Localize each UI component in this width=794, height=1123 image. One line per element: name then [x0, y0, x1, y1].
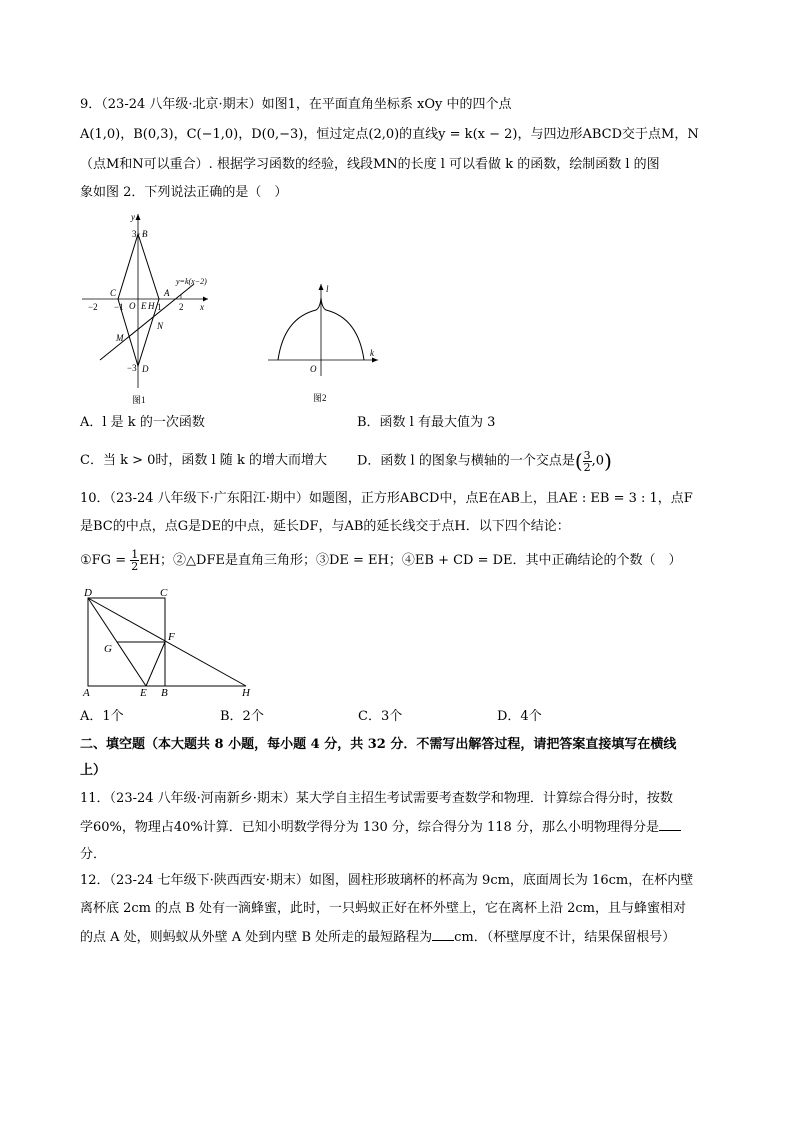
q10-s1-post: EH；②△DFE是直角三角形；③DE = EH；④EB + CD = DE．其中正确结论的个数（ ）	[139, 553, 682, 568]
fig1-label-E: E	[141, 301, 147, 311]
q10-option-d: D．4个	[497, 709, 542, 724]
q9-option-c: C．当 k > 0时，函数 l 随 k 的增大而增大	[80, 453, 327, 468]
fig1-line-label: y=k(x−2)	[176, 277, 207, 286]
fig1-tick-m2: −2	[88, 302, 98, 312]
fig2-origin-label: O	[310, 364, 317, 374]
q9-option-a: A．l 是 k 的一次函数	[80, 415, 205, 430]
q11-line2-wrap	[80, 818, 681, 837]
q10-fig-label-A: A	[83, 687, 90, 698]
section2-heading-line1: 二、填空题（本大题共 8 小题，每小题 4 分，共 32 分．不需写出解答过程，请把答案直接填写在横线	[80, 737, 677, 752]
q10-s1-fraction	[130, 549, 139, 572]
q11-line2: 学60%，物理占40%计算．已知小明数学得分为 130 分，综合得分为 118 分，那么小明物理得分是	[80, 820, 659, 835]
q9-figure2	[262, 280, 384, 406]
q11-answer-blank[interactable]	[659, 818, 681, 831]
q10-figure	[78, 586, 264, 698]
fig1-label-M: M	[116, 333, 124, 343]
q12-line1: 12．（23-24 七年级下·陕西西安·期末）如图，圆柱形玻璃杯的杯高为 9cm，底面周长为 16cm，在杯内壁	[80, 873, 694, 888]
fig1-tick-m3: −3	[127, 363, 137, 373]
q12-line3-post: cm．（杯壁厚度不计，结果保留根号）	[454, 930, 676, 945]
fig1-label-B: B	[142, 229, 148, 239]
q11-line3: 分．	[80, 847, 107, 862]
fig1-y-axis-label: y	[131, 212, 135, 222]
q10-fig-label-H: H	[242, 687, 250, 698]
q11-line1: 11．（23-24 八年级·河南新乡·期末）某大学自主招生考试需要考查数学和物理．计算综合得分时，按数	[80, 791, 673, 806]
q9-option-d-tail: ,0	[591, 453, 605, 469]
fig1-tick-3: 3	[132, 229, 137, 239]
q10-fig-label-G: G	[104, 643, 112, 655]
fig1-label-O: O	[129, 301, 136, 311]
q10-option-c: C．3个	[358, 709, 403, 724]
fig1-label-A: A	[164, 288, 170, 298]
fig1-tick-1: 1	[157, 302, 162, 312]
q9-option-d-fraction	[583, 450, 592, 473]
fig2-k-axis-label: k	[370, 348, 374, 358]
fig1-label-N: N	[157, 321, 164, 331]
q10-fig-label-E: E	[140, 687, 147, 698]
q12-line3-pre: 的点 A 处，则蚂蚁从外壁 A 处到内壁 B 处所走的最短路程为	[80, 930, 433, 945]
q9-option-b: B．函数 l 有最大值为 3	[357, 415, 496, 430]
q10-statements	[80, 546, 682, 576]
q10-option-a: A．1个	[80, 709, 124, 724]
q9-line2: A(1,0)，B(0,3)，C(−1,0)，D(0,−3)，恒过定点(2,0)的直线y = k(x − 2)，与四边形ABCD交于点M，N	[80, 127, 699, 142]
q10-fig-label-C: C	[160, 587, 168, 599]
q9-option-d: D．函数 l 的图象与横轴的一个交点是( $\frac{3}{2}$ ,0)	[357, 448, 612, 474]
q9-line4: 象如图 2．下列说法正确的是（ ）	[80, 185, 288, 200]
fig1-tick-2: 2	[179, 302, 184, 312]
q12-line2: 离杯底 2cm 的点 B 处有一滴蜂蜜，此时，一只蚂蚁正好在杯外壁上，它在离杯上沿 2cm，且与蜂蜜相对	[80, 901, 686, 916]
q9-figure1	[78, 208, 228, 406]
q9-option-d-den: 2	[583, 460, 591, 474]
q10-fig-label-F: F	[168, 631, 175, 643]
q12-answer-blank[interactable]	[432, 928, 454, 941]
q10-line2: 是BC的中点，点G是DE的中点，延长DF，与AB的延长线交于点H．以下四个结论：	[80, 519, 570, 534]
fig2-l-axis-label: l	[326, 284, 329, 294]
fig1-x-axis-label: x	[200, 302, 204, 312]
q10-fig-label-D: D	[84, 587, 92, 599]
fig1-label-D: D	[142, 364, 149, 374]
q12-line3	[80, 928, 675, 947]
fig2-caption: 图2	[313, 393, 327, 403]
fig1-tick-m1: −1	[114, 302, 124, 312]
fig1-label-C: C	[110, 288, 117, 298]
q10-option-b: B．2个	[220, 709, 264, 724]
q9-line1: 9．（23-24 八年级·北京·期末）如图1，在平面直角坐标系 xOy 中的四个点	[80, 97, 512, 112]
q10-s1-den: 2	[131, 560, 139, 573]
q10-fig-label-B: B	[161, 687, 168, 698]
q9-option-d-num: 3	[583, 448, 591, 462]
q10-line1: 10．（23-24 八年级下·广东阳江·期中）如题图，正方形ABCD中，点E在AB上，且AE : EB = 3 : 1，点F	[80, 491, 693, 506]
fig1-caption: 图1	[132, 395, 146, 405]
q9-option-d-text: D．函数 l 的图象与横轴的一个交点是	[357, 453, 575, 469]
q9-line3: （点M和N可以重合）. 根据学习函数的经验，线段MN的长度 l 可以看做 k 的函数，绘制函数 l 的图	[80, 157, 660, 172]
q10-s1-num: 1	[131, 548, 139, 561]
fig1-label-H: H	[148, 301, 155, 311]
section2-heading-line2: 上）	[80, 763, 107, 778]
q10-s1-pre: ①FG =	[80, 553, 127, 568]
